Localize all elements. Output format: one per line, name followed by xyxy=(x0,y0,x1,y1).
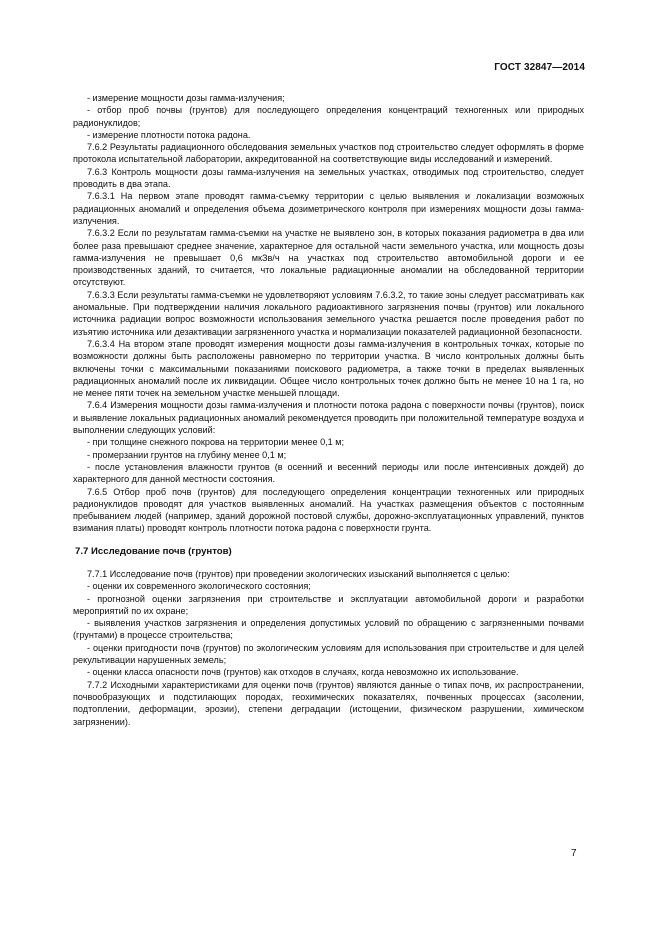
paragraph: 7.6.3.1 На первом этапе проводят гамма-съемку территории с целью выявления и локализации возможных радиационных аномалий и определения объема дозиметрического контроля при измерениях мощности дозы гамма-излучения. xyxy=(73,191,584,226)
paragraph: - после установления влажности грунтов (в осенний и весенний периоды или после интенсивных дождей) до характерного для данной местности состояния. xyxy=(73,461,584,485)
paragraph: 7.6.3 Контроль мощности дозы гамма-излучения на земельных участках, отводимых под строительство, следует проводить в два этапа. xyxy=(73,166,584,190)
paragraph: - выявления участков загрязнения и определения допустимых условий по обращению с загрязненными почвами (грунтами) в процессе строительства; xyxy=(73,618,584,641)
paragraph: 7.7.1 Исследование почв (грунтов) при проведении экологических изысканий выполняется с целью: xyxy=(87,568,510,579)
paragraph: - оценки пригодности почв (грунтов) по экологическим условиям для использования при строительстве и для целей рекультивации нарушенных земель; xyxy=(73,642,584,666)
paragraph: - при толщине снежного покрова на территории менее 0,1 м; xyxy=(87,437,345,448)
paragraph: 7.6.3.2 Если по результатам гамма-съемки на участке не выявлено зон, в которых показания радиометра в два или более раза превышают среднее значение, характерное для остальной части земельного участка, или мощность дозы гамма-излучения не превышает 0,6 мкЗв/ч на участках под строительство автомобильной дороги и ее производственных зданий, то считается, что локальные радиационные аномалии на обследованной территории отсутствуют. xyxy=(73,228,584,288)
paragraph: - оценки их современного экологического состояния; xyxy=(87,581,311,592)
paragraph: 7.6.2 Результаты радиационного обследования земельных участков под строительство следует оформлять в форме протокола испытательной лаборатории, аккредитованной на соответствующие виды исследований и измерений. xyxy=(73,142,584,165)
paragraph: - измерение мощности дозы гамма-излучения; xyxy=(87,93,285,103)
paragraph: - оценки класса опасности почв (грунтов) как отходов в случаях, когда невозможно их использование. xyxy=(87,667,519,678)
document-body xyxy=(73,92,584,728)
paragraph: - измерение плотности потока радона. xyxy=(87,129,251,140)
paragraph: - отбор проб почвы (грунтов) для последующего определения концентраций техногенных или природных радионуклидов; xyxy=(73,105,584,128)
paragraph: - промерзании грунтов на глубину менее 0,1 м; xyxy=(87,449,287,460)
document-id-header: ГОСТ 32847—2014 xyxy=(494,62,585,73)
paragraph: 7.6.3.4 На втором этапе проводят измерения мощности дозы гамма-излучения в контрольных точках, которые по возможности должны быть расположены равномерно по территории участка. В число контрольных должны быть включены точки с максимальными показаниями поискового радиометра, а также точки в пределах выявленных радиационных аномалий после их ликвидации. Общее число контрольных точек должно быть не менее 10 на 1 га, но не менее пяти точек на земельном участке меньшей площади. xyxy=(73,338,584,399)
page-number: 7 xyxy=(571,848,577,859)
section-heading: 7.7 Исследование почв (грунтов) xyxy=(75,545,232,557)
paragraph: - прогнозной оценки загрязнения при строительстве и эксплуатации автомобильной дороги и разработки мероприятий по их охране; xyxy=(73,593,584,616)
paragraph: 7.7.2 Исходными характеристиками для оценки почв (грунтов) являются данные о типах почв, их распространении, почвообразующих и подстилающих породах, геохимических показателях, почвенных процессах (засолении, подтоплении, деформации, эрозии), степени деградации (истощении, физическом разрушении, химическом загрязнении). xyxy=(73,679,584,727)
paragraph: 7.6.3.3 Если результаты гамма-съемки не удовлетворяют условиям 7.6.3.2, то такие зоны следует рассматривать как аномальные. При подтверждении наличия локального радиоактивного загрязнения почвы (грунтов) или локального источника радиации вопрос возможности использования земельного участка решается после проведения работ по изъятию источника или дезактивации загрязненного участка и нормализации показателей радиационной безопасности. xyxy=(73,289,584,337)
paragraph: 7.6.5 Отбор проб почв (грунтов) для последующего определения концентрации техногенных или природных радионуклидов проводят для участков выявленных аномалий. На участках размещения объектов с постоянным пребыванием людей (например, зданий дорожной постовой службы, дорожно-эксплуатационных управлений, пунктов взимания платы) проводят контроль плотности потока радона с поверхности грунта. xyxy=(73,486,584,534)
paragraph: 7.6.4 Измерения мощности дозы гамма-излучения и плотности потока радона с поверхности почвы (грунтов), поиск и выявление локальных радиационных аномалий рекомендуется проводить при положительной температуре воздуха и выполнении следующих условий: xyxy=(73,400,584,436)
